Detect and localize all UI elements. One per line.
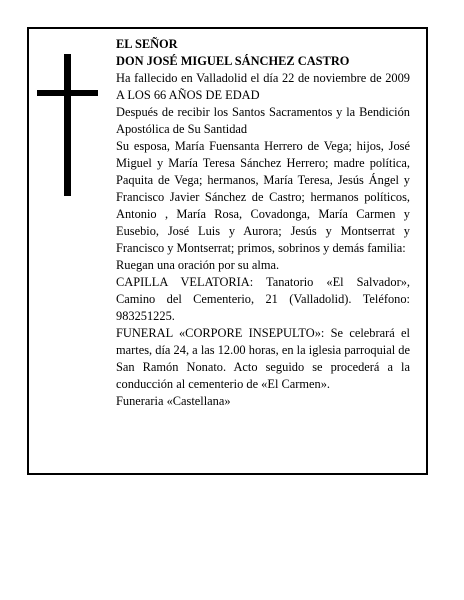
title-line-1: EL SEÑOR — [116, 37, 178, 51]
chapel-info: CAPILLA VELATORIA: Tanatorio «El Salvador», Camino del Cementerio, 21 (Valladolid). Teléfono: 983251225. — [116, 275, 410, 323]
cross-icon — [64, 54, 71, 196]
funeral-info: FUNERAL «CORPORE INSEPULTO»: Se celebrará el martes, día 24, a las 12.00 horas, en la iglesia parroquial de San Ramón Nonato. Acto seguido se procederá a la conducción al cementerio de «El Carmen». — [116, 326, 410, 391]
family-list: Su esposa, María Fuensanta Herrero de Vega; hijos, José Miguel y María Teresa Sánchez Herrero; madre política, Paquita de Vega; hermanos, María Teresa, Jesús Ángel y Francisco Javier Sánchez de Castro; hermanos políticos, Antonio , María Rosa, Covadonga, María Carmen y Eusebio, José Luis y Aurora; Jesús y Montserrat y Francisco y Montserrat; primos, sobrinos y demás familia: — [116, 139, 410, 255]
obituary-text — [116, 36, 410, 410]
sacraments-text: Después de recibir los Santos Sacramentos y la Bendición Apostólica de Su Santidad — [116, 105, 410, 136]
death-info: Ha fallecido en Valladolid el día 22 de noviembre de 2009 A LOS 66 AÑOS DE EDAD — [116, 71, 410, 102]
cross-icon-arm — [37, 90, 98, 96]
deceased-name: DON JOSÉ MIGUEL SÁNCHEZ CASTRO — [116, 54, 350, 68]
prayer-request: Ruegan una oración por su alma. — [116, 258, 280, 272]
funeral-home: Funeraria «Castellana» — [116, 394, 231, 408]
